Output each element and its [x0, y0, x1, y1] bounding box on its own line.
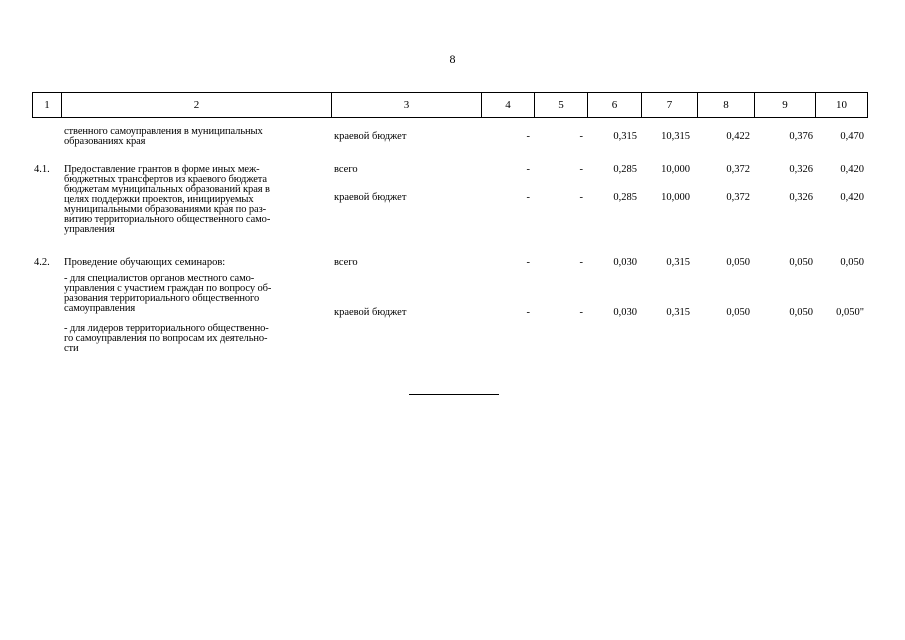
row0-description — [64, 127, 328, 147]
row42-sub2-description — [64, 324, 328, 354]
row42-source-total: всего — [334, 257, 358, 268]
row42-regional-col8: 0,050 — [726, 307, 750, 318]
row41-total-col7: 10,000 — [661, 164, 690, 175]
page-number: 8 — [449, 52, 456, 66]
row42-regional-col7: 0,315 — [666, 307, 690, 318]
row0-col4: - — [526, 131, 530, 142]
row41-total-col10: 0,420 — [840, 164, 864, 175]
row42-regional-col4: - — [526, 307, 530, 318]
row41-total-col9: 0,326 — [789, 164, 813, 175]
row41-total-col4: - — [526, 164, 530, 175]
row0-line-2: образованиях края — [64, 136, 146, 147]
row41-regional-col8: 0,372 — [726, 192, 750, 203]
row0-source: краевой бюджет — [334, 131, 407, 142]
row41-line-5: муниципальными образованиями края по раз- — [64, 204, 267, 215]
row42-sub1-line-4: самоуправления — [64, 303, 136, 314]
row41-regional-col5: - — [579, 192, 583, 203]
row41-line-2: бюджетных трансфертов из краевого бюджета — [64, 174, 267, 185]
row41-regional-col6: 0,285 — [613, 192, 637, 203]
row41-regional-col10: 0,420 — [840, 192, 864, 203]
row42-sub1-line-1: - для специалистов органов местного само- — [64, 273, 255, 284]
row41-line-7: управления — [64, 224, 115, 235]
row42-total-col10: 0,050 — [840, 257, 864, 268]
row0-col8: 0,422 — [726, 131, 750, 142]
row41-regional-col9: 0,326 — [789, 192, 813, 203]
row42-sub2-line-3: сти — [64, 343, 79, 354]
row42-sub1-description — [64, 274, 328, 314]
table-header — [32, 92, 868, 118]
header-col-1: 1 — [33, 93, 62, 117]
row42-regional-col9: 0,050 — [789, 307, 813, 318]
row42-number: 4.2. — [34, 257, 50, 268]
row42-total-col5: - — [579, 257, 583, 268]
row42-regional-col6: 0,030 — [613, 307, 637, 318]
row41-source-regional: краевой бюджет — [334, 192, 407, 203]
row42-total-col9: 0,050 — [789, 257, 813, 268]
row42-sub1-line-3: разования территориального общественного — [64, 293, 260, 304]
row42-total-col6: 0,030 — [613, 257, 637, 268]
row41-line-1: Предоставление грантов в форме иных меж- — [64, 164, 260, 175]
row42-sub1-line-2: управления с участием граждан по вопросу об- — [64, 283, 272, 294]
row42-source-regional: краевой бюджет — [334, 307, 407, 318]
row41-regional-col7: 10,000 — [661, 192, 690, 203]
row41-total-col8: 0,372 — [726, 164, 750, 175]
row42-total-col7: 0,315 — [666, 257, 690, 268]
header-col-2: 2 — [62, 93, 332, 117]
row42-regional-col5: - — [579, 307, 583, 318]
row0-col6: 0,315 — [613, 131, 637, 142]
header-col-6: 6 — [588, 93, 642, 117]
header-col-8: 8 — [698, 93, 755, 117]
row42-title: Проведение обучающих семинаров: — [64, 257, 226, 268]
header-col-7: 7 — [642, 93, 698, 117]
row41-total-col6: 0,285 — [613, 164, 637, 175]
row41-line-3: бюджетам муниципальных образований края в — [64, 184, 270, 195]
row0-col10: 0,470 — [840, 131, 864, 142]
row41-description — [64, 165, 328, 235]
row42-total-col4: - — [526, 257, 530, 268]
row42-sub2-line-2: го самоуправления по вопросам их деятельно- — [64, 333, 268, 344]
header-col-9: 9 — [755, 93, 816, 117]
header-col-4: 4 — [482, 93, 535, 117]
row0-col5: - — [579, 131, 583, 142]
row41-total-col5: - — [579, 164, 583, 175]
row41-source-total: всего — [334, 164, 358, 175]
header-col-5: 5 — [535, 93, 588, 117]
row41-regional-col4: - — [526, 192, 530, 203]
row42-sub2-line-1: - для лидеров территориального общественно- — [64, 323, 269, 334]
row41-line-6: витию территориального общественного само- — [64, 214, 271, 225]
row42-regional-col10: 0,050" — [836, 307, 864, 318]
row42-total-col8: 0,050 — [726, 257, 750, 268]
row41-number: 4.1. — [34, 164, 50, 175]
row0-col9: 0,376 — [789, 131, 813, 142]
row41-line-4: целях поддержки проектов, инициируемых — [64, 194, 254, 205]
end-divider — [409, 394, 499, 395]
header-col-10: 10 — [836, 99, 847, 111]
header-col-3: 3 — [332, 93, 482, 117]
row0-line-1: ственного самоуправления в муниципальных — [64, 126, 263, 137]
row0-col7: 10,315 — [661, 131, 690, 142]
